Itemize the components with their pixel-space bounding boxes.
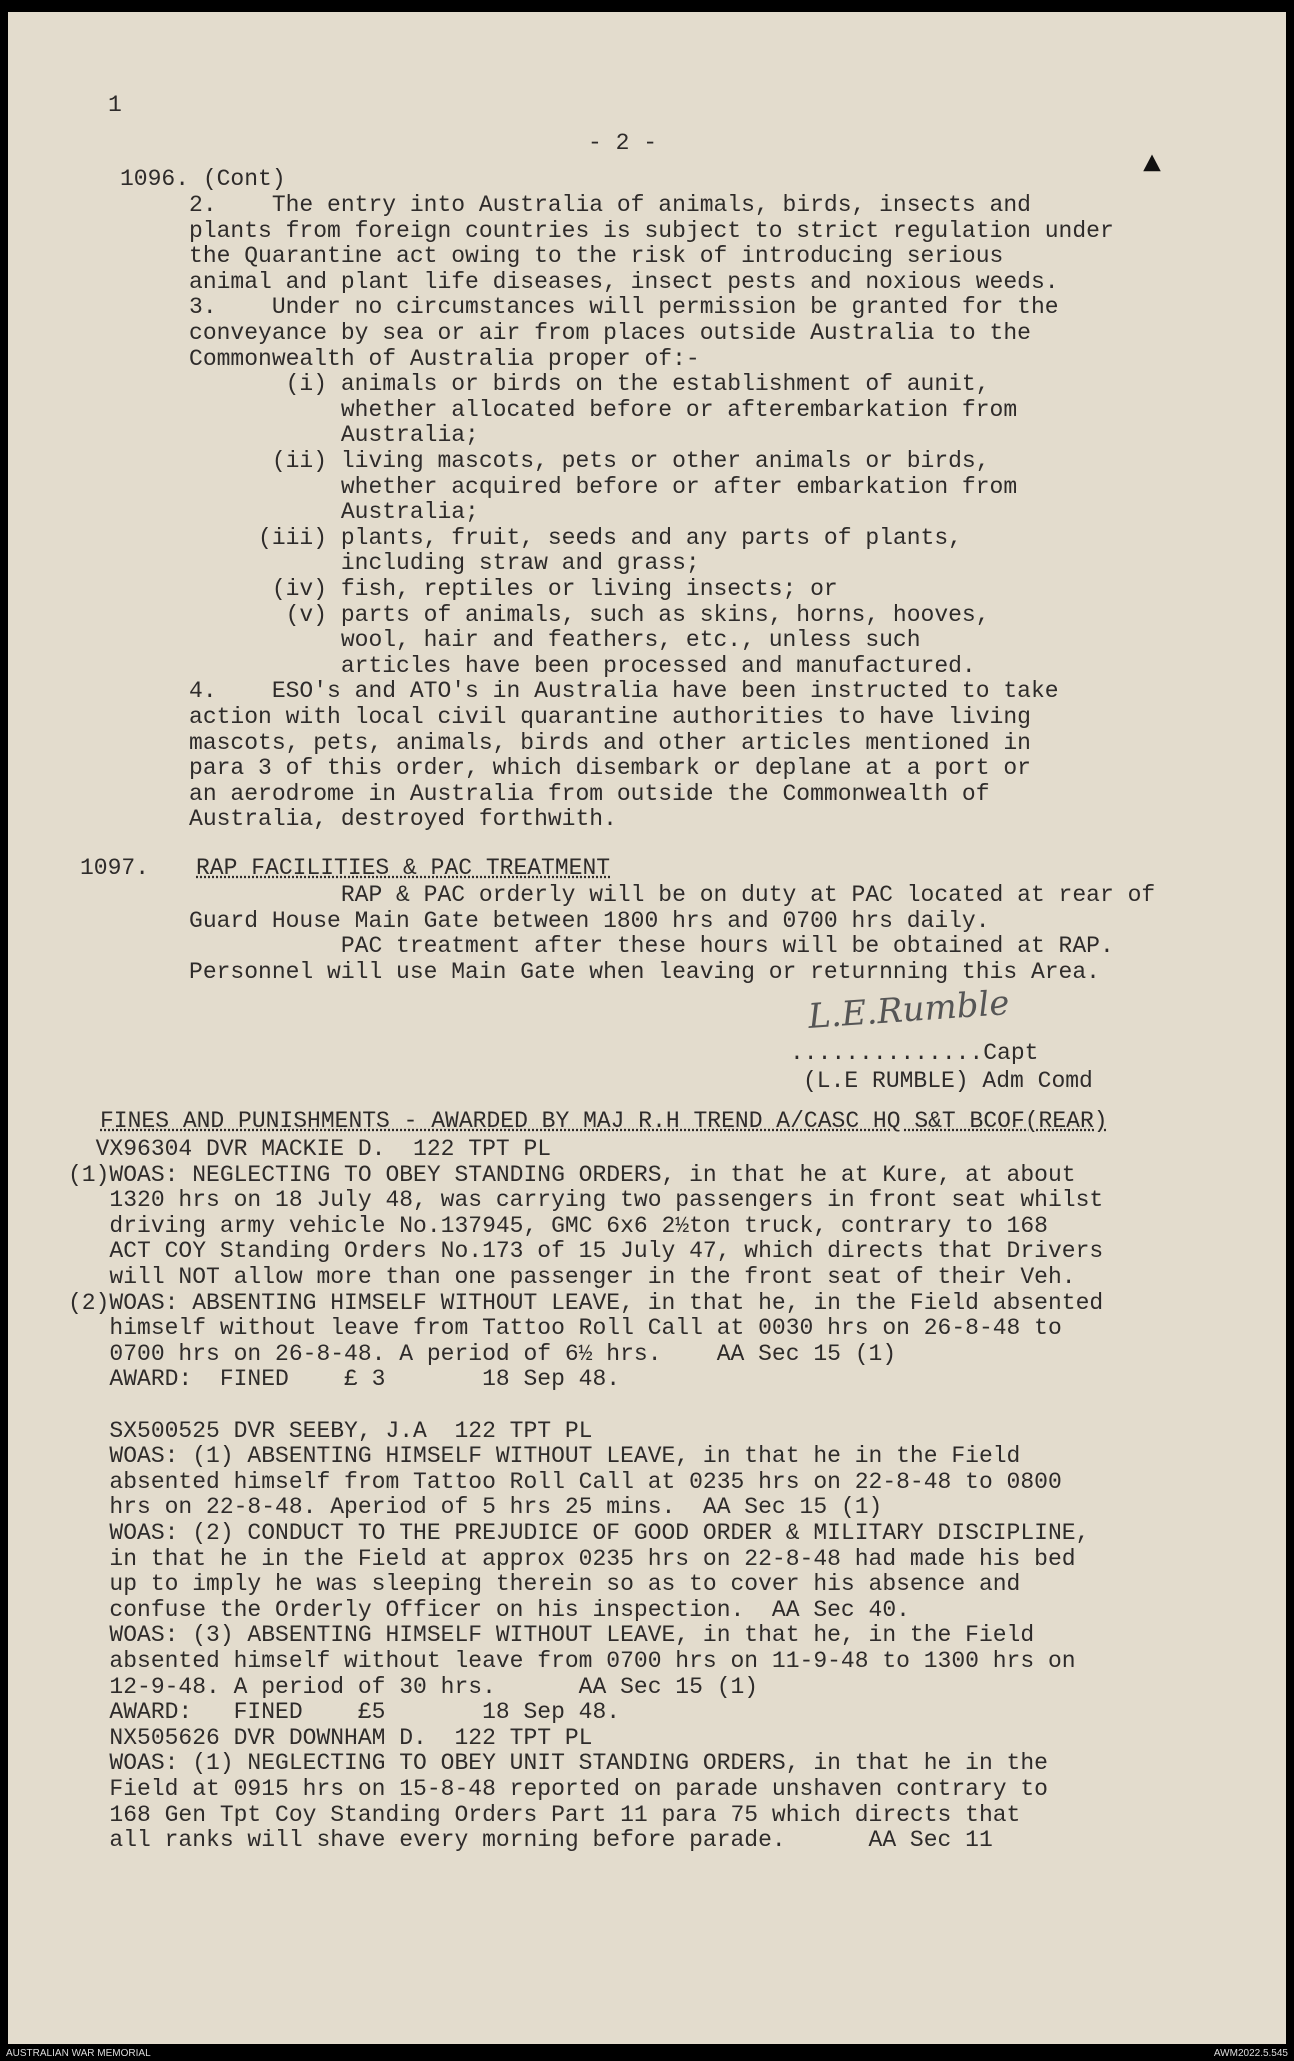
text-line: including straw and grass; <box>120 550 700 577</box>
text-line: (ii) living mascots, pets or other animals or birds, <box>120 448 990 474</box>
fines-heading: FINES AND PUNISHMENTS - AWARDED BY MAJ R.H TREND A/CASC HQ S&T BCOF(REAR) <box>100 1108 1108 1134</box>
footer-left: AUSTRALIAN WAR MEMORIAL <box>6 2048 151 2059</box>
text-line: (i) animals or birds on the establishment of aunit, <box>120 371 990 398</box>
footer-right: AWM2022.5.545 <box>1213 2048 1288 2059</box>
text-line: action with local civil quarantine authorities to have living <box>120 704 1031 730</box>
text-line: 4. ESO's and ATO's in Australia have been instructed to take <box>120 678 1059 705</box>
text-line: 2. The entry into Australia of animals, birds, insects and <box>120 192 1031 218</box>
text-line: in that he in the Field at approx 0235 hrs on 22-8-48 had made his bed <box>68 1545 1076 1572</box>
text-line: RAP & PAC orderly will be on duty at PAC located at rear of <box>120 882 1156 908</box>
corner-mark: 1 <box>108 92 122 118</box>
text-line: wool, hair and feathers, etc., unless such <box>120 627 921 654</box>
text-line: 3. Under no circumstances will permission be granted for the <box>120 294 1059 321</box>
text-line: whether acquired before or after embarkation from <box>120 473 1018 500</box>
text-line: conveyance by sea or air from places outside Australia to the <box>120 320 1031 346</box>
text-line: WOAS: (2) CONDUCT TO THE PREJUDICE OF GOOD ORDER & MILITARY DISCIPLINE, <box>68 1520 1090 1546</box>
order-1097-title: RAP FACILITIES & PAC TREATMENT <box>196 855 611 881</box>
text-line: Personnel will use Main Gate when leaving or returnning this Area. <box>120 958 1100 985</box>
text-line: whether allocated before or afterembarkation from <box>120 396 1018 423</box>
text-line: WOAS: (3) ABSENTING HIMSELF WITHOUT LEAVE, in that he, in the Field <box>68 1622 1035 1649</box>
text-line: Australia, destroyed forthwith. <box>120 806 617 833</box>
text-line: Field at 0915 hrs on 15-8-48 reported on parade unshaven contrary to <box>68 1776 1048 1802</box>
order-1096-heading: 1096. (Cont) <box>120 166 286 192</box>
text-line: (v) parts of animals, such as skins, horns, hooves, <box>120 601 990 628</box>
text-line: 12-9-48. A period of 30 hrs. AA Sec 15 (1) <box>68 1673 759 1700</box>
text-line: confuse the Orderly Officer on his inspection. AA Sec 40. <box>68 1596 910 1623</box>
text-line: mascots, pets, animals, birds and other articles mentioned in <box>120 729 1031 756</box>
signature-rank: ..............Capt <box>790 1040 1039 1066</box>
text-line: himself without leave from Tattoo Roll Call at 0030 hrs on 26-8-48 to <box>68 1315 1062 1342</box>
document-sheet <box>8 12 1286 2044</box>
text-line: animal and plant life diseases, insect pests and noxious weeds. <box>120 268 1059 295</box>
text-line: absented himself without leave from 0700 hrs on 11-9-48 to 1300 hrs on <box>68 1648 1076 1674</box>
text-line: absented himself from Tattoo Roll Call at 0235 hrs on 22-8-48 to 0800 <box>68 1468 1062 1495</box>
text-line: ACT COY Standing Orders No.173 of 15 July 47, which directs that Drivers <box>68 1238 1104 1265</box>
text-line: driving army vehicle No.137945, GMC 6x6 2½ton truck, contrary to 168 <box>68 1212 1048 1239</box>
text-line: 168 Gen Tpt Coy Standing Orders Part 11 para 75 which directs that <box>68 1801 1021 1828</box>
signature-scrawl: L.E.Rumble <box>806 983 1011 1037</box>
ink-mark-icon: ▲ <box>1143 148 1162 182</box>
text-line: Australia; <box>120 422 479 449</box>
text-line: Guard House Main Gate between 1800 hrs and 0700 hrs daily. <box>120 907 990 934</box>
text-line: Australia; <box>120 499 479 526</box>
text-line: (iii) plants, fruit, seeds and any parts of plants, <box>120 524 962 551</box>
text-line: 1320 hrs on 18 July 48, was carrying two passengers in front seat whilst <box>68 1187 1104 1214</box>
text-line: PAC treatment after these hours will be obtained at RAP. <box>120 933 1114 960</box>
text-line: WOAS: (1) NEGLECTING TO OBEY UNIT STANDING ORDERS, in that he in the <box>68 1750 1048 1777</box>
text-line: (1)WOAS: NEGLECTING TO OBEY STANDING ORDERS, in that he at Kure, at about <box>68 1161 1076 1188</box>
text-line: Commonwealth of Australia proper of:- <box>120 345 700 372</box>
text-line: NX505626 DVR DOWNHAM D. 122 TPT PL <box>68 1724 593 1751</box>
text-line: AWARD: FINED £ 3 18 Sep 48. <box>68 1366 621 1393</box>
text-line: an aerodrome in Australia from outside the Commonwealth of <box>120 780 990 807</box>
order-1097-number: 1097. <box>80 855 150 881</box>
text-line: all ranks will shave every morning before parade. AA Sec 11 <box>68 1827 993 1854</box>
text-line: articles have been processed and manufactured. <box>120 652 976 679</box>
text-line: up to imply he was sleeping therein so as to cover his absence and <box>68 1571 1021 1598</box>
text-line: plants from foreign countries is subject to strict regulation under <box>120 217 1114 244</box>
text-line: the Quarantine act owing to the risk of introducing serious <box>120 243 1004 270</box>
text-line: hrs on 22-8-48. Aperiod of 5 hrs 25 mins. AA Sec 15 (1) <box>68 1494 883 1521</box>
signature-name: (L.E RUMBLE) Adm Comd <box>803 1068 1093 1094</box>
text-line: WOAS: (1) ABSENTING HIMSELF WITHOUT LEAVE, in that he in the Field <box>68 1443 1021 1470</box>
footer <box>0 2046 1294 2061</box>
text-line: para 3 of this order, which disembark or deplane at a port or <box>120 755 1031 782</box>
text-line: SX500525 DVR SEEBY, J.A 122 TPT PL <box>68 1417 593 1444</box>
page-number: - 2 - <box>588 130 658 156</box>
text-line: (iv) fish, reptiles or living insects; or <box>120 576 838 602</box>
text-line: AWARD: FINED £5 18 Sep 48. <box>68 1699 621 1726</box>
text-line: VX96304 DVR MACKIE D. 122 TPT PL <box>68 1136 552 1162</box>
text-line: 0700 hrs on 26-8-48. A period of 6½ hrs. AA Sec 15 (1) <box>68 1340 897 1367</box>
text-line: will NOT allow more than one passenger in the front seat of their Veh. <box>68 1264 1076 1290</box>
text-line: (2)WOAS: ABSENTING HIMSELF WITHOUT LEAVE, in that he, in the Field absented <box>68 1289 1104 1316</box>
